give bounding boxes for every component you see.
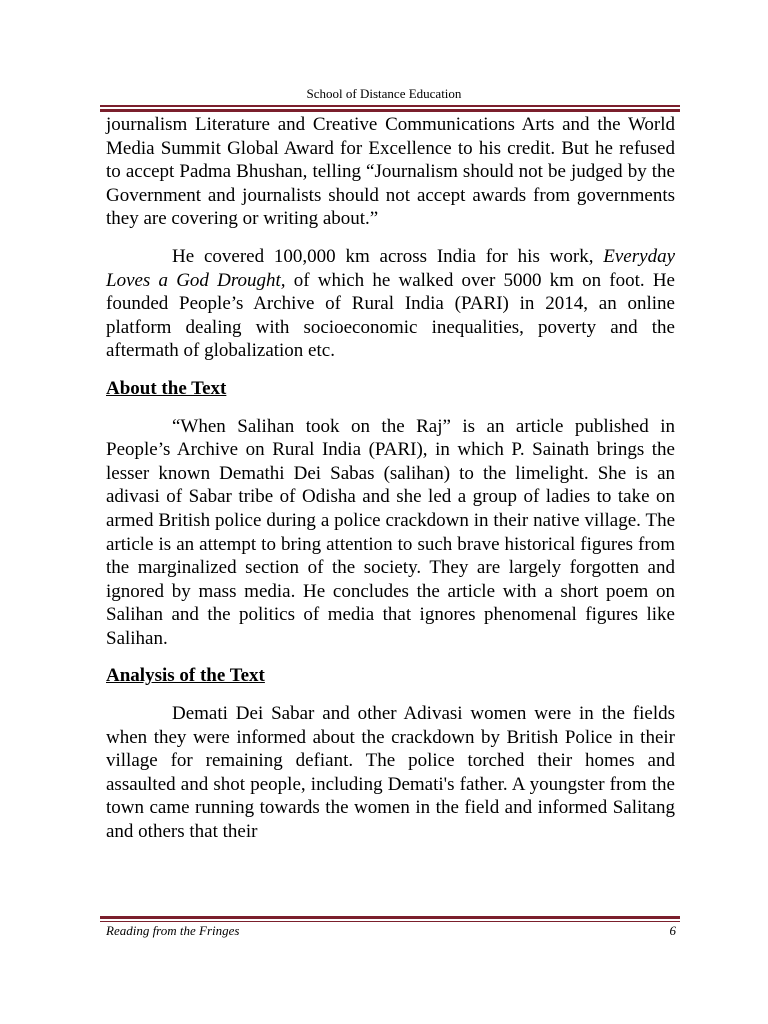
footer-rule [100, 916, 680, 923]
paragraph-analysis-text: Demati Dei Sabar and other Adivasi women were in the fields when they were informed about the crackdown by British Police in their village for remaining defiant. The police torched their homes and assaulted and shot people, including Demati's father. A youngster from the town came running towards the women in the field and informed Salitang and others that their [106, 703, 675, 843]
heading-about-text: About the Text [106, 377, 227, 399]
header-rule-thin [100, 105, 680, 107]
page-number: 6 [669, 923, 676, 938]
footer-rule-thick [100, 916, 680, 919]
paragraph-about-text: “When Salihan took on the Raj” is an article published in People’s Archive on Rural India (PARI), in which P. Sainath brings the lesser known Demathi Dei Sabas (salihan) to the limelight. She is an adivasi of Sabar tribe of Odisha and she led a group of ladies to take on armed British police during a police crackdown in their native village. The article is an attempt to bring attention to such brave historical figures from the marginalized section of the society. They are largely forgotten and ignored by mass media. He concludes the article with a short poem on Salihan and the politics of media that ignores phenomenal figures like Salihan. [106, 415, 675, 649]
footer-course-title: Reading from the Fringes [106, 923, 240, 938]
heading-analysis-text: Analysis of the Text [106, 665, 265, 687]
paragraph-travels [106, 245, 675, 363]
paragraph-travels-start: He covered 100,000 km across India for his work, [172, 245, 604, 267]
footer-rule-thin [100, 921, 680, 922]
header-rule [100, 105, 680, 113]
paragraph-travels-end: of which he walked over 5000 km on foot. He founded People’s Archive of Rural India (PARI) in 2014, an online platform dealing with socioeconomic inequalities, poverty and the aftermath of globalization etc. [106, 269, 675, 362]
page-body [106, 113, 675, 844]
book-title: Everyday Loves a God Drought, [106, 245, 675, 291]
paragraph-awards: journalism Literature and Creative Communications Arts and the World Media Summit Global Award for Excellence to his credit. But he refused to accept Padma Bhushan, telling “Journalism should not be judged by the Government and journalists should not accept awards from governments they are covering or writing about.” [106, 114, 675, 230]
header-title: School of Distance Education [306, 86, 462, 101]
header-rule-thick [100, 109, 680, 112]
